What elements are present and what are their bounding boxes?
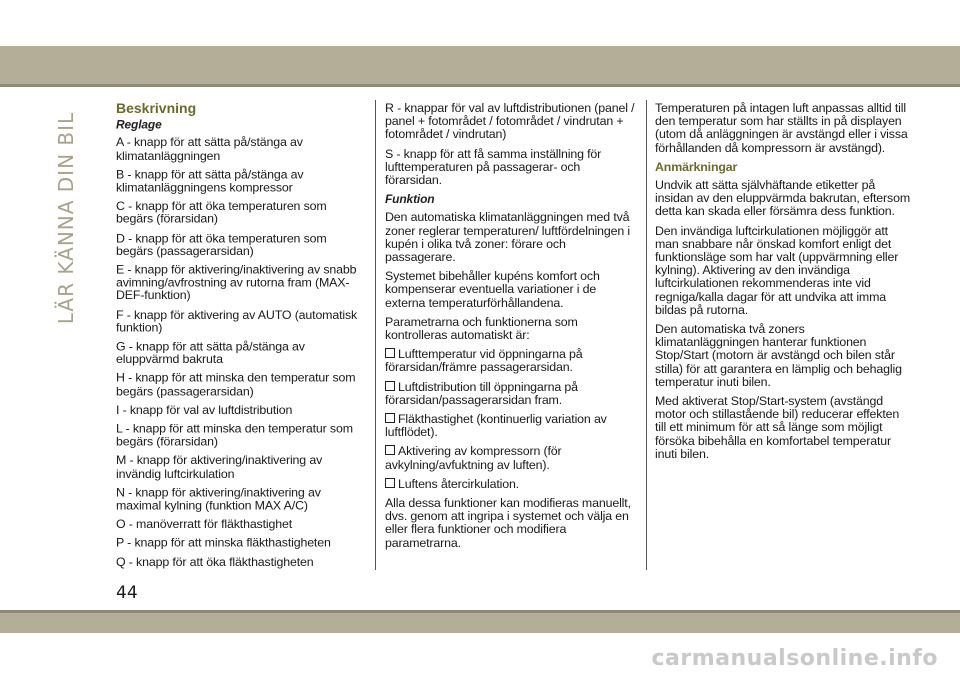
body-paragraph: Alla dessa funktioner kan modifieras manuellt, dvs. genom att ingripa i systemet och välja en eller flera funktioner och modifiera parametrarna. [385, 496, 631, 550]
body-paragraph: Den automatiska två zoners klimatanläggningen hanterar funktionen Stop/Start (motorn är avstängd och bilen står stilla) för att garantera en lämplig och behaglig temperatur inuti bilen. [655, 322, 902, 389]
control-item: F - knapp för aktivering av AUTO (automatisk funktion) [116, 307, 358, 335]
control-item: S - knapp för att få samma inställning för lufttemperaturen på passagerar- och förarsidan. [385, 146, 602, 188]
control-item: D - knapp för att öka temperaturen som begärs (passagerarsidan) [116, 231, 327, 258]
bullet-item [385, 478, 637, 491]
checkbox-bullet-icon [385, 445, 395, 455]
control-item: L - knapp för att minska den temperatur som begärs (förarsidan) [116, 421, 353, 449]
bullet-item [385, 348, 637, 374]
control-item: M - knapp för aktivering/inaktivering av invändig luftcirkulation [116, 453, 323, 481]
control-item: O - manöverratt för fläkthastighet [116, 517, 293, 532]
body-paragraph: Systemet bibehåller kupéns komfort och kompenserar eventuella variationer i de externa temperaturförhållandena. [385, 269, 600, 310]
control-item: I - knapp för val av luftdistribution [116, 403, 293, 417]
control-item: R - knappar för val av luftdistributionen (panel / panel + fotområdet / fotområdet / vindrutan + fotområdet / vindrutan) [385, 101, 635, 142]
checkbox-bullet-icon [385, 478, 395, 488]
control-item: E - knapp för aktivering/inaktivering av snabb avimning/avfrostning av rutorna fram (MAX-DEF-funktion) [116, 262, 357, 303]
column-divider-1 [375, 100, 376, 570]
control-item: P - knapp för att minska fläkthastigheten [116, 536, 331, 550]
notes-subheading: Anmärkningar [655, 159, 738, 174]
watermark: carmanualsonline.info [651, 646, 938, 671]
header-rule [0, 84, 960, 87]
control-item: N - knapp för aktivering/inaktivering av maximal kylning (funktion MAX A/C) [116, 485, 321, 513]
footer-band [0, 613, 960, 633]
checkbox-bullet-icon [385, 348, 395, 358]
section-heading: Beskrivning [116, 100, 197, 116]
function-subheading: Funktion [385, 192, 435, 207]
control-item: Q - knapp för att öka fläkthastigheten [116, 555, 314, 569]
control-item: C - knapp för att öka temperaturen som begärs (förarsidan) [116, 199, 327, 227]
column-1 [116, 102, 362, 575]
params-intro: Parametrarna och funktionerna som kontrolleras automatiskt är: [385, 314, 578, 343]
checkbox-bullet-icon [385, 381, 395, 391]
bullet-item [385, 413, 637, 439]
body-paragraph: Den invändiga luftcirkulationen möjliggör att man snabbare når önskad komfort enligt det funktionsläge som har valt (uppvärmning eller kylning). Aktivering av den invändiga luftcirkulationen rekommenderas inte vid regniga/kalla dagar för att undvika att imma bildas på rutorna. [655, 223, 899, 317]
bullet-text: Aktivering av kompressorn (för avkylning/avfuktning av luften). [385, 444, 562, 472]
column-divider-2 [646, 100, 647, 570]
bullet-text: Luftdistribution till öppningarna på förarsidan/passagerarsidan fram. [385, 379, 578, 407]
bullet-text: Luftens återcirkulation. [398, 476, 520, 491]
control-item: B - knapp för att sätta på/stänga av klimatanläggningens kompressor [116, 167, 304, 195]
column-3 [655, 102, 911, 467]
bullet-item [385, 381, 637, 407]
body-paragraph: Med aktiverat Stop/Start-system (avstängd motor och stillastående bil) reducerar effekten till ett minimum för att så länge som möjligt försöka bibehålla en komfortabel temperatur inuti bilen. [655, 394, 900, 461]
control-item: H - knapp för att minska den temperatur som begärs (passagerarsidan) [116, 371, 356, 399]
body-paragraph: Undvik att sätta självhäftande etiketter på insidan av den eluppvärmda bakrutan, eftersom detta kan skada eller försämra dess funktion. [655, 178, 910, 219]
bullet-text: Fläkthastighet (kontinuerlig variation av luftflödet). [385, 412, 607, 440]
bullet-item [385, 445, 637, 471]
column-2 [385, 102, 637, 556]
control-item: G - knapp för att sätta på/stänga av eluppvärmd bakruta [116, 339, 305, 367]
body-paragraph: Temperaturen på intagen luft anpassas alltid till den temperatur som har ställts in på displayen (utom då anläggningen är avstängd eller i vissa förhållanden då kompressorn är avstängd). [655, 101, 908, 155]
controls-subheading: Reglage [116, 117, 162, 132]
control-item: A - knapp för att sätta på/stänga av klimatanläggningen [116, 135, 303, 163]
section-side-tab-label: LÄR KÄNNA DIN BIL [54, 111, 79, 325]
checkbox-bullet-icon [385, 413, 395, 423]
body-paragraph: Den automatiska klimatanläggningen med två zoner reglerar temperaturen/ luftfördelningen i kupén i olika två zoner: förare och passagerare. [385, 210, 631, 265]
page-number: 44 [116, 583, 138, 603]
section-side-tab [51, 98, 81, 338]
bullet-text: Lufttemperatur vid öppningarna på förarsidan/främre passagerarsidan. [385, 347, 583, 375]
header-band [0, 46, 960, 84]
